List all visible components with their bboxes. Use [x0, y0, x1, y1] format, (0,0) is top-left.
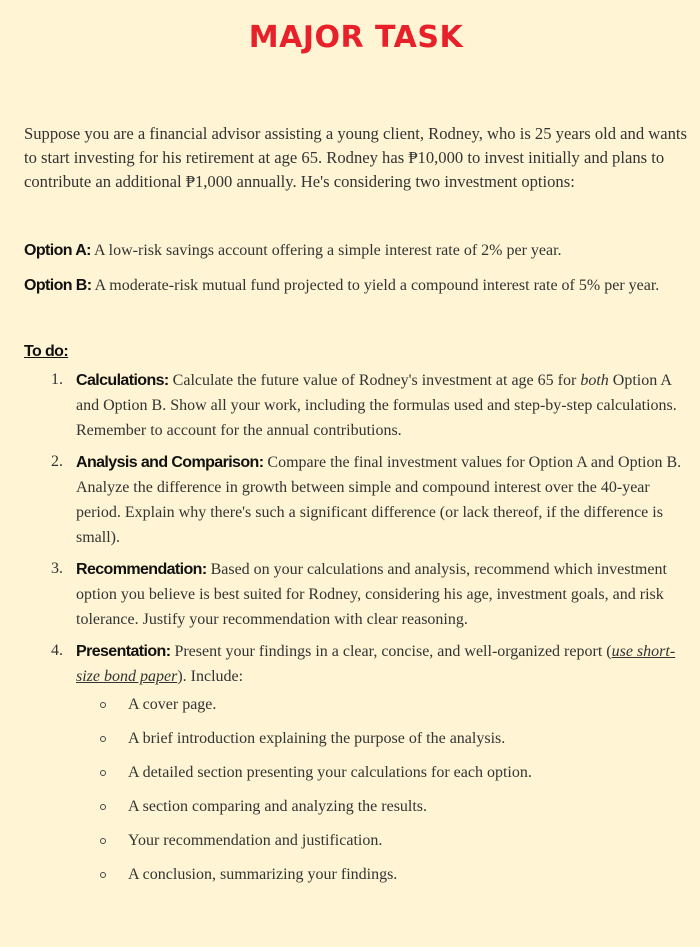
bullet-icon [100, 702, 106, 708]
task-label: Presentation: [76, 643, 171, 660]
task-number: 2. [51, 453, 63, 470]
bullet-icon [100, 770, 106, 776]
task-label: Recommendation: [76, 561, 207, 578]
list-item-text: A brief introduction explaining the purpose of the analysis. [128, 730, 506, 747]
list-item [0, 862, 700, 896]
task-text: Option A and Option B. Show all your work, including the formulas used and step-by-step calculations. Remember to account for the annual contributions. [76, 372, 677, 439]
option-a [24, 238, 688, 263]
list-item [0, 760, 700, 794]
task-emphasis: use short-size bond paper [76, 643, 676, 685]
list-item [0, 828, 700, 862]
bullet-icon [100, 736, 106, 742]
page-title: MAJOR TASK [248, 20, 464, 55]
bullet-icon [100, 872, 106, 878]
list-item-text: A section comparing and analyzing the results. [128, 798, 428, 815]
bullet-icon [100, 804, 106, 810]
option-a-label: Option A: [24, 242, 91, 259]
task-item-recommendation [24, 557, 688, 632]
task-text: Calculate the future value of Rodney's investment at age 65 for [168, 372, 581, 389]
task-text: Based on your calculations and analysis, recommend which investment option you believe is best suited for Rodney, considering his age, investment goals, and risk tolerance. Justify your recommendation with clear reasoning. [76, 561, 667, 628]
list-item [0, 726, 700, 760]
option-b-label: Option B: [24, 277, 92, 294]
task-list [24, 368, 688, 689]
task-label: Calculations: [76, 372, 169, 389]
list-item-text: A detailed section presenting your calculations for each option. [128, 764, 532, 781]
task-item-analysis [24, 450, 688, 550]
option-a-text: A low-risk savings account offering a simple interest rate of 2% per year. [90, 242, 562, 259]
task-number: 3. [51, 560, 63, 577]
option-b [24, 273, 688, 298]
list-item-text: Your recommendation and justification. [128, 832, 383, 849]
list-item-text: A cover page. [128, 696, 217, 713]
list-item [0, 692, 700, 726]
report-items-list [0, 692, 700, 896]
task-number: 1. [51, 371, 63, 388]
list-item [0, 794, 700, 828]
task-label: Analysis and Comparison: [76, 454, 264, 471]
list-item-text: A conclusion, summarizing your findings. [128, 866, 398, 883]
todo-heading: To do: [24, 343, 69, 360]
task-emphasis: both [580, 372, 609, 389]
task-text: ). Include: [177, 668, 244, 685]
task-item-calculations [24, 368, 688, 443]
task-text: Compare the final investment values for Option A and Option B. Analyze the difference in growth between simple and compound interest over the 40-year period. Explain why there's such a significant difference (or lack thereof, if the difference is small). [76, 454, 682, 546]
option-b-text: A moderate-risk mutual fund projected to yield a compound interest rate of 5% per year. [91, 277, 660, 294]
bullet-icon [100, 838, 106, 844]
task-number: 4. [51, 642, 63, 659]
intro-paragraph: Suppose you are a financial advisor assisting a young client, Rodney, who is 25 years old and wants to start investing for his retirement at age 65. Rodney has ₱10,000 to invest initially and plans to contribute an additional ₱1,000 annually. He's considering two investment options: [24, 124, 688, 191]
task-text: Present your findings in a clear, concise, and well-organized report ( [170, 643, 612, 660]
task-item-presentation [24, 639, 688, 689]
